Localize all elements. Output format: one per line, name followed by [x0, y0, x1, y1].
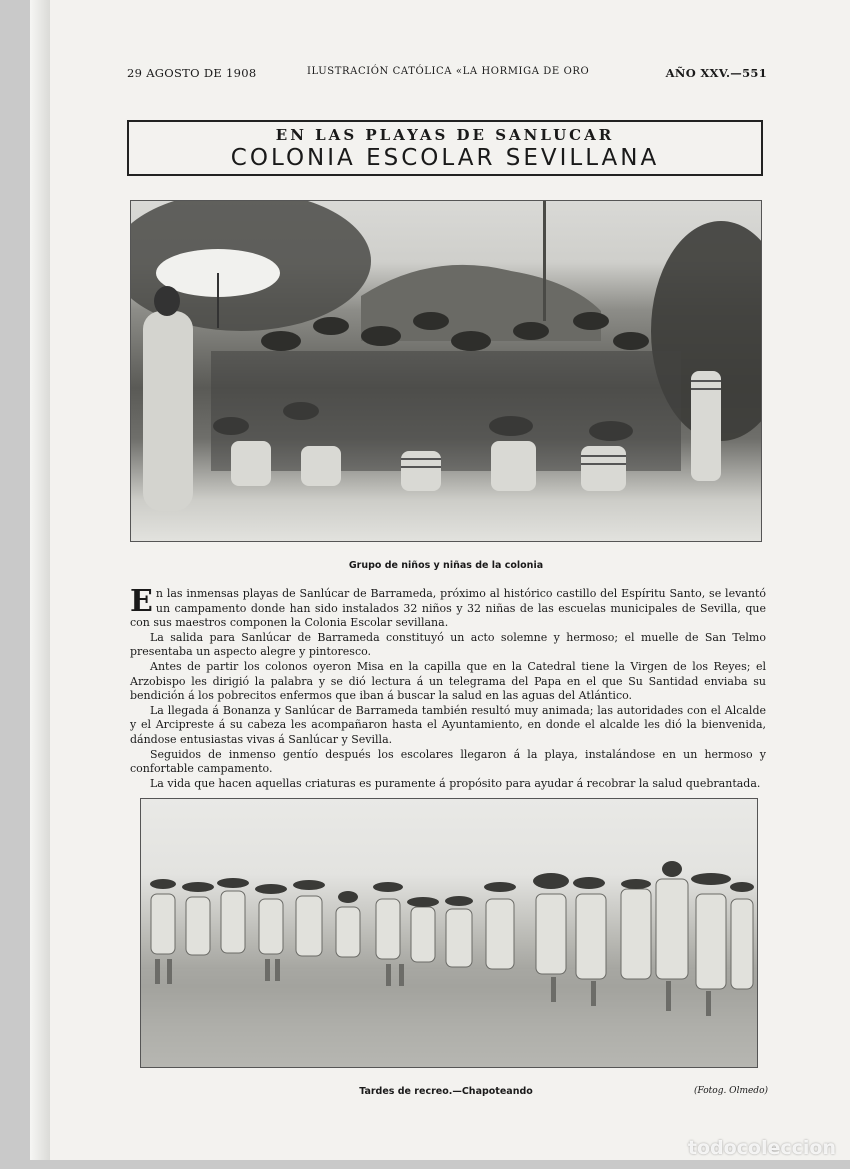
page-edge [30, 0, 52, 1160]
article-paragraph: En las inmensas playas de Sanlúcar de Barrameda, próximo al histórico castillo del Espíritu Santo, se levantó un campamento donde han sido instalados 32 niños y 32 niñas de las escuelas municipales de Sevilla, que con sus maestros componen la Colonia Escolar sevillana. [130, 584, 766, 630]
top-photo-caption: Grupo de niños y niñas de la colonia [348, 560, 544, 571]
article-paragraph: La salida para Sanlúcar de Barrameda constituyó un acto solemne y hermoso; el muelle de San Telmo presentaba un aspecto alegre y pintoresco. [130, 630, 766, 659]
article-paragraph: La llegada á Bonanza y Sanlúcar de Barrameda también resultó muy animada; las autoridades con el Alcalde y el Arcipreste á su cabeza les acompañaron hasta el Ayuntamiento, en donde el alcalde les dió la bienvenida, dándose entusiastas vivas á Sanlúcar y Sevilla. [130, 703, 766, 746]
article-kicker: EN LAS PLAYAS DE SANLUCAR [275, 126, 615, 144]
bottom-photo-caption: Tardes de recreo.—Chapoteando [359, 1086, 533, 1097]
running-head [127, 66, 767, 82]
article-paragraph: La vida que hacen aquellas criaturas es puramente á propósito para ayudar á recobrar la salud quebrantada. [150, 776, 761, 790]
watermark-logo: todocoleccion [687, 1137, 836, 1159]
issue-date: 29 AGOSTO DE 1908 [127, 66, 257, 80]
photo-credit: (Fotog. Olmedo) [693, 1086, 768, 1096]
page-number: AÑO XXV.—551 [665, 66, 767, 80]
article-title-box [127, 120, 763, 176]
publication-name: ILUSTRACIÓN CATÓLICA «LA HORMIGA DE ORO [307, 66, 590, 77]
drop-cap: E [130, 584, 153, 619]
article-paragraph: Antes de partir los colonos oyeron Misa en la capilla que en la Catedral tiene la Virgen de los Reyes; el Arzobispo les dirigió la palabra y se dió lectura á un telegrama del Papa en el que Su Santidad enviaba su bendición á los pobrecitos enfermos que iban á buscar la salud en las aguas del Atlántico. [130, 659, 766, 703]
beach-photo [140, 798, 758, 1068]
group-photo [130, 200, 762, 542]
article-paragraph: Seguidos de inmenso gentío después los escolares llegaron á la playa, instalándose en un hermoso y confortable campamento. [130, 747, 766, 776]
article-body [130, 584, 766, 791]
group-photo-image [131, 201, 762, 542]
beach-photo-image [141, 799, 758, 1068]
article-title: COLONIA ESCOLAR SEVILLANA [230, 145, 660, 171]
